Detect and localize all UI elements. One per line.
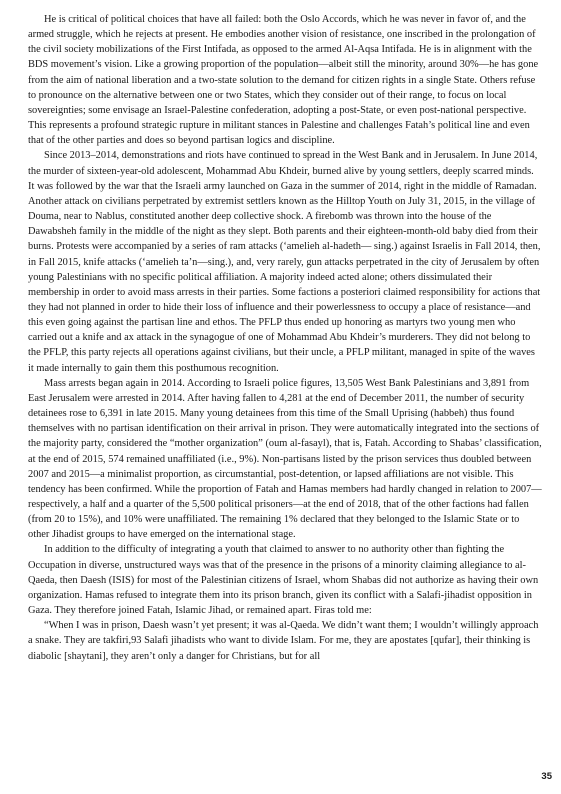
paragraph-4: In addition to the difficulty of integrating a youth that claimed to answer to no authority other than fighting the Occupation in diverse, unstructured ways was that of the presence in the prisons of a minority claiming allegiance to al-Qaeda, then Daesh (ISIS) for most of the Palestinian citizens of Israel, whom Shabas did not authorize as having their own organization. Hamas refused to integrate them into its prison branch, given its conflict with a Salafi-jihadist opposition in Gaza. They therefore joined Fatah, Islamic Jihad, or remained apart. Firas told me: [28,544,539,617]
paragraph-1: He is critical of political choices that have all failed: both the Oslo Accords, which he was never in favor of, and the armed struggle, which he rejects at present. He embodies another vision of resistance, one inscribed in the prolongation of the civil society mobilizations of the First Intifada, as opposed to the armed Al-Aqsa Intifada. He is in alignment with the BDS movement’s vision. Like a growing proportion of the population—albeit still the minority, around 30%—he has gone from the aim of national liberation and a two-state solution to the demand for citizen rights in a single State. Others refuse to pronounce on the alternative between one or two States, which they consider out of their range, to focus on local sovereignties; some envisage an Israel-Palestine confederation, adopting a post-State, or even post-national perspective. This represents a profound strategic rupture in militant stances in Palestine and challenges Fatah’s political line and even that of the other parties and does so beyond partisan logics and discipline. [28,14,539,147]
paragraph-5: “When I was in prison, Daesh wasn’t yet present; it was al-Qaeda. We didn’t want them; I wouldn’t willingly approach a snake. They are takfiri,93 Salafi jihadists who want to divide Islam. For me, they are apostates [qufar], their thinking is diabolic [shaytani], they aren’t only a danger for Christians, but for all [28,620,539,662]
body-text [28,12,542,664]
page-number: 35 [541,771,552,782]
paragraph-2: Since 2013–2014, demonstrations and riots have continued to spread in the West Bank and in Jerusalem. In June 2014, the murder of sixteen-year-old adolescent, Mohammad Abu Khdeir, burned alive by young settlers, deeply scarred minds. It was followed by the war that the Israeli army launched on Gaza in the summer of 2014, right in the middle of Ramadan. Another attack on civilians perpetrated by extremist settlers known as the Hilltop Youth on July 31, 2015, in the village of Douma, near to Nablus, constituted another deep collective shock. A firebomb was thrown into the house of the Dawabsheh family in the middle of the night as they slept. Both parents and their eighteen-month-old baby died from their burns. Protests were accompanied by a series of ram attacks (‘amelieh al-hadeth— sing.) against Israelis in Fall 2014, then, in Fall 2015, knife attacks (‘amelieh ta’n—sing.), and, very rarely, gun attacks perpetrated in the city of Jerusalem by often young Palestinians with no specific political affiliation. A majority indeed acted alone; others dissimulated their membership in order to avoid mass arrests in their parties. Some factions a posteriori claimed responsibility for actions that they had not planned in order to hide their loss of influence and their powerlessness to occupy a place of resistance—and this even going against the partisan line and ethos. The PFLP thus ended up honoring as martyrs two young men who carried out a knife and ax attack in the synagogue of one of Mohammad Abu Khdeir’s murderers. They did not belong to the PFLP, this party rejects all operations against civilians, but their uncle, a PFLP militant, managed in spite of the waves it made internally to gain them this posthumous recognition. [28,150,541,374]
paragraph-3: Mass arrests began again in 2014. According to Israeli police figures, 13,505 West Bank Palestinians and 3,891 from East Jerusalem were arrested in 2014. After having fallen to 4,281 at the end of December 2011, the number of security detainees rose to 6,391 in late 2015. Many young detainees from this time of the Small Uprising (habbeh) thus found themselves with no partisan identification on their arrival in prison. They were automatically integrated into the sections of the majority party, considered the “mother organization” (oum al-fasayl), that is, Fatah. According to Shabas’ classification, at the end of 2015, 574 remained unaffiliated (i.e., 9%). Non-partisans listed by the prison services thus doubled between 2007 and 2015—a minimalist proportion, as circumstantial, post-detention, or lapsed affiliations are not visible. This tendency has been confirmed. While the proportion of Fatah and Hamas members had hardly changed in relation to 2007—respectively, a half and a quarter of the 5,500 political prisoners—at the end of 2018, that of the other factions had fallen (from 20 to 15%), and 10% were unaffiliated. The remaining 1% declared that they belonged to the Islamic State or to other Jihadist groups to have emerged on the international stage. [28,377,542,541]
